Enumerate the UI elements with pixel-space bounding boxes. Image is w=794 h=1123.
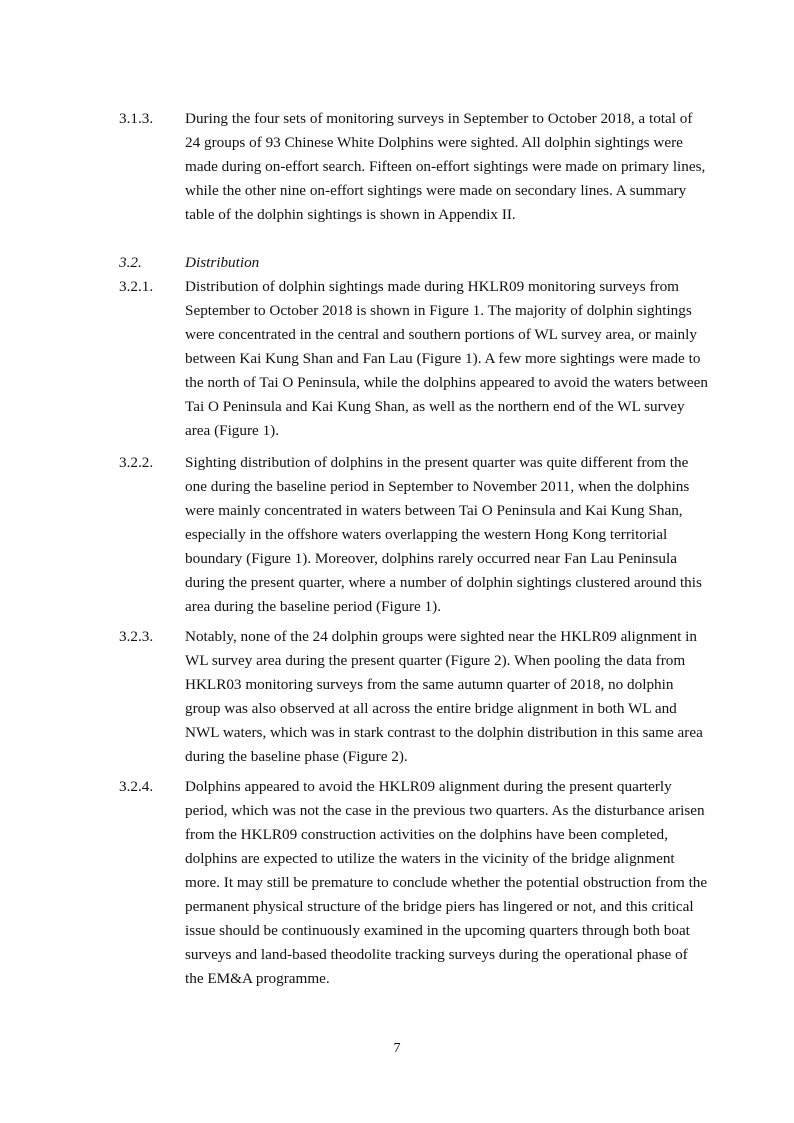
paragraph-text: Distribution of dolphin sightings made during HKLR09 monitoring surveys from September to October 2018 is shown in Figure 1. The majority of dolphin sightings were concentrated in the central and southern portions of WL survey area, or mainly between Kai Kung Shan and Fan Lau (Figure 1). A few more sightings were made to the north of Tai O Peninsula, while the dolphins appeared to avoid the waters between Tai O Peninsula and Kai Kung Shan, as well as the northern end of the WL survey area (Figure 1). [185,278,708,439]
paragraph-3-2-1 [119,275,709,443]
paragraph-number: 3.2.1. [119,278,154,295]
paragraph-number: 3.2.3. [119,628,154,645]
section-heading-number: 3.2. [119,254,142,271]
paragraph-3-2-3 [119,625,709,769]
page-number: 7 [393,1041,401,1056]
paragraph-3-2-4 [119,775,709,991]
paragraph-text: Notably, none of the 24 dolphin groups were sighted near the HKLR09 alignment in WL survey area during the present quarter (Figure 2). When pooling the data from HKLR03 monitoring surveys from the same autumn quarter of 2018, no dolphin group was also observed at all across the entire bridge alignment in both WL and NWL waters, which was in stark contrast to the dolphin distribution in this same area during the baseline phase (Figure 2). [185,628,703,765]
paragraph-3-2-2 [119,451,709,619]
section-heading [119,251,709,275]
paragraph-text: During the four sets of monitoring surveys in September to October 2018, a total of 24 groups of 93 Chinese White Dolphins were sighted. All dolphin sightings were made during on-effort search. Fifteen on-effort sightings were made on primary lines, while the other nine on-effort sightings were made on secondary lines. A summary table of the dolphin sightings is shown in Appendix II. [185,110,706,223]
section-heading-title: Distribution [185,254,260,271]
paragraph-3-1-3 [119,107,709,227]
paragraph-text: Sighting distribution of dolphins in the present quarter was quite different from the one during the baseline period in September to November 2011, when the dolphins were mainly concentrated in waters between Tai O Peninsula and Kai Kung Shan, especially in the offshore waters overlapping the western Hong Kong territorial boundary (Figure 1). Moreover, dolphins rarely occurred near Fan Lau Peninsula during the present quarter, where a number of dolphin sightings clustered around this area during the baseline period (Figure 1). [185,454,702,615]
paragraph-number: 3.2.4. [119,778,154,795]
paragraph-number: 3.2.2. [119,454,154,471]
paragraph-number: 3.1.3. [119,110,154,127]
paragraph-text: Dolphins appeared to avoid the HKLR09 alignment during the present quarterly period, which was not the case in the previous two quarters. As the disturbance arisen from the HKLR09 construction activities on the dolphins have been completed, dolphins are expected to utilize the waters in the vicinity of the bridge alignment more. It may still be premature to conclude whether the potential obstruction from the permanent physical structure of the bridge piers has lingered or not, and this critical issue should be continuously examined in the upcoming quarters through both boat surveys and land-based theodolite tracking surveys during the operational phase of the EM&A programme. [185,778,708,987]
